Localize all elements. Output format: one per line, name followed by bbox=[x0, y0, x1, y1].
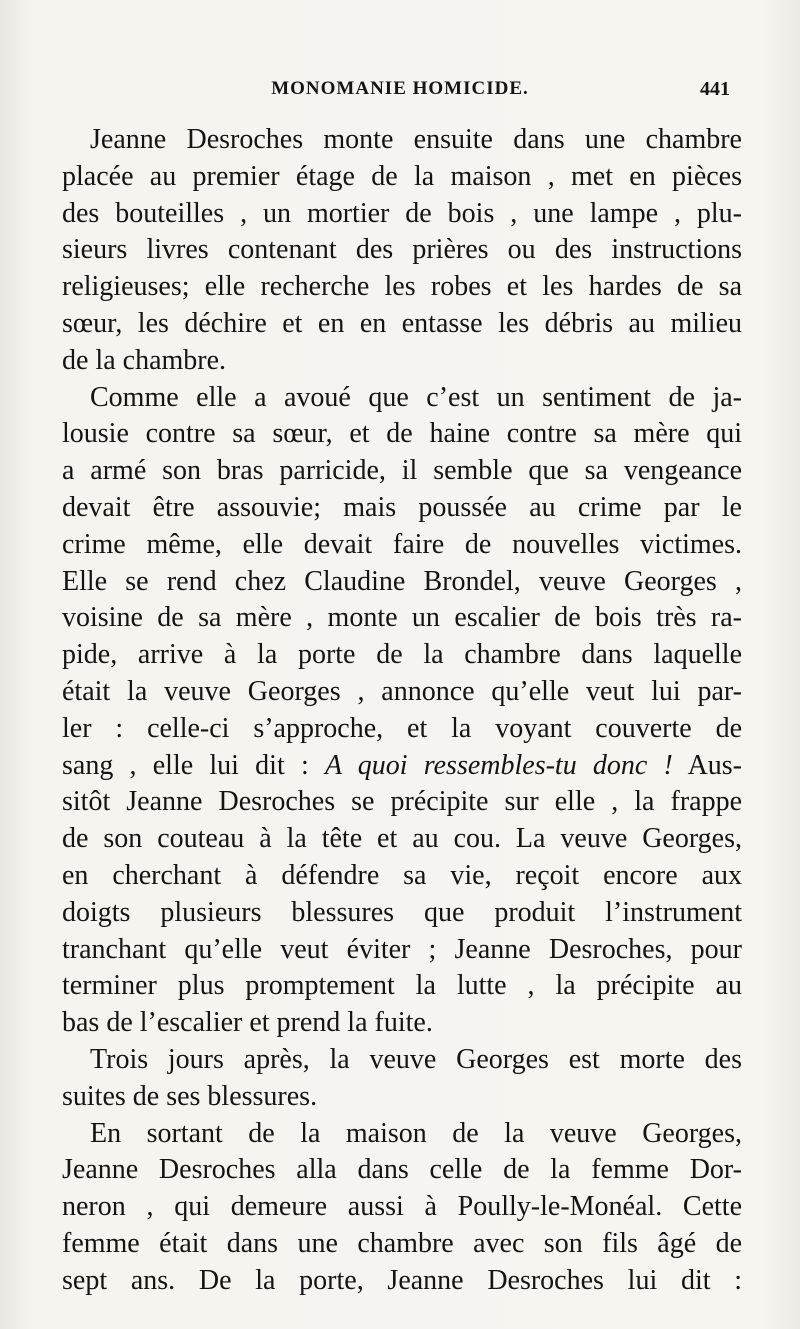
text-line: lousie contre sa sœur, et de haine contre sa mère qui bbox=[62, 418, 742, 450]
text-line: Comme elle a avoué que c’est un sentiment de ja- bbox=[90, 381, 742, 413]
text-line: ler : celle-ci s’approche, et la voyant couverte de bbox=[62, 712, 742, 744]
text-line: religieuses; elle recherche les robes et les hardes de sa bbox=[62, 271, 742, 303]
running-title: MONOMANIE HOMICIDE. bbox=[271, 78, 529, 99]
text-line: sitôt Jeanne Desroches se précipite sur elle , la frappe bbox=[62, 786, 742, 818]
text-line: voisine de sa mère , monte un escalier de bois très ra- bbox=[62, 602, 742, 634]
italic-quote: A quoi ressembles-tu donc ! bbox=[324, 749, 673, 781]
body-text bbox=[62, 122, 742, 1300]
text-line: doigts plusieurs blessures que produit l’instrument bbox=[62, 896, 742, 928]
text-line: de la chambre. bbox=[62, 344, 227, 376]
text-line: Trois jours après, la veuve Georges est morte des bbox=[90, 1043, 742, 1075]
text-line: tranchant qu’elle veut éviter ; Jeanne Desroches, pour bbox=[62, 933, 742, 965]
text-line: En sortant de la maison de la veuve Georges, bbox=[90, 1117, 742, 1149]
text-segment: sang , elle lui dit : bbox=[62, 749, 325, 781]
text-line: sieurs livres contenant des prières ou des instructions bbox=[62, 234, 742, 266]
text-line: bas de l’escalier et prend la fuite. bbox=[62, 1007, 433, 1039]
text-line: Elle se rend chez Claudine Brondel, veuve Georges , bbox=[62, 565, 742, 597]
text-line: femme était dans une chambre avec son fils âgé de bbox=[62, 1227, 742, 1259]
page-number: 441 bbox=[700, 78, 730, 100]
text-line: sept ans. De la porte, Jeanne Desroches lui dit : bbox=[62, 1264, 742, 1296]
text-line: placée au premier étage de la maison , met en pièces bbox=[62, 160, 742, 192]
text-line: était la veuve Georges , annonce qu’elle veut lui par- bbox=[62, 675, 742, 707]
page-header bbox=[60, 78, 740, 108]
text-line: Jeanne Desroches alla dans celle de la femme Dor- bbox=[62, 1154, 742, 1186]
text-line: crime même, elle devait faire de nouvelles victimes. bbox=[62, 528, 742, 560]
text-line: en cherchant à défendre sa vie, reçoit encore aux bbox=[62, 859, 742, 891]
text-line: a armé son bras parricide, il semble que sa vengeance bbox=[62, 455, 742, 487]
text-line: neron , qui demeure aussi à Poully-le-Monéal. Cette bbox=[62, 1191, 742, 1223]
text-line: des bouteilles , un mortier de bois , une lampe , plu- bbox=[62, 197, 742, 229]
text-line: sœur, les déchire et en en entasse les débris au milieu bbox=[62, 307, 742, 339]
text-line: Jeanne Desroches monte ensuite dans une chambre bbox=[90, 124, 742, 155]
text-line bbox=[62, 748, 742, 785]
text-line: pide, arrive à la porte de la chambre dans laquelle bbox=[62, 639, 742, 671]
text-line: de son couteau à la tête et au cou. La veuve Georges, bbox=[62, 823, 742, 855]
text-line: suites de ses blessures. bbox=[62, 1080, 318, 1112]
text-line: devait être assouvie; mais poussée au crime par le bbox=[62, 491, 742, 523]
text-line: terminer plus promptement la lutte , la précipite au bbox=[62, 970, 742, 1002]
text-segment: Aus- bbox=[672, 749, 743, 781]
